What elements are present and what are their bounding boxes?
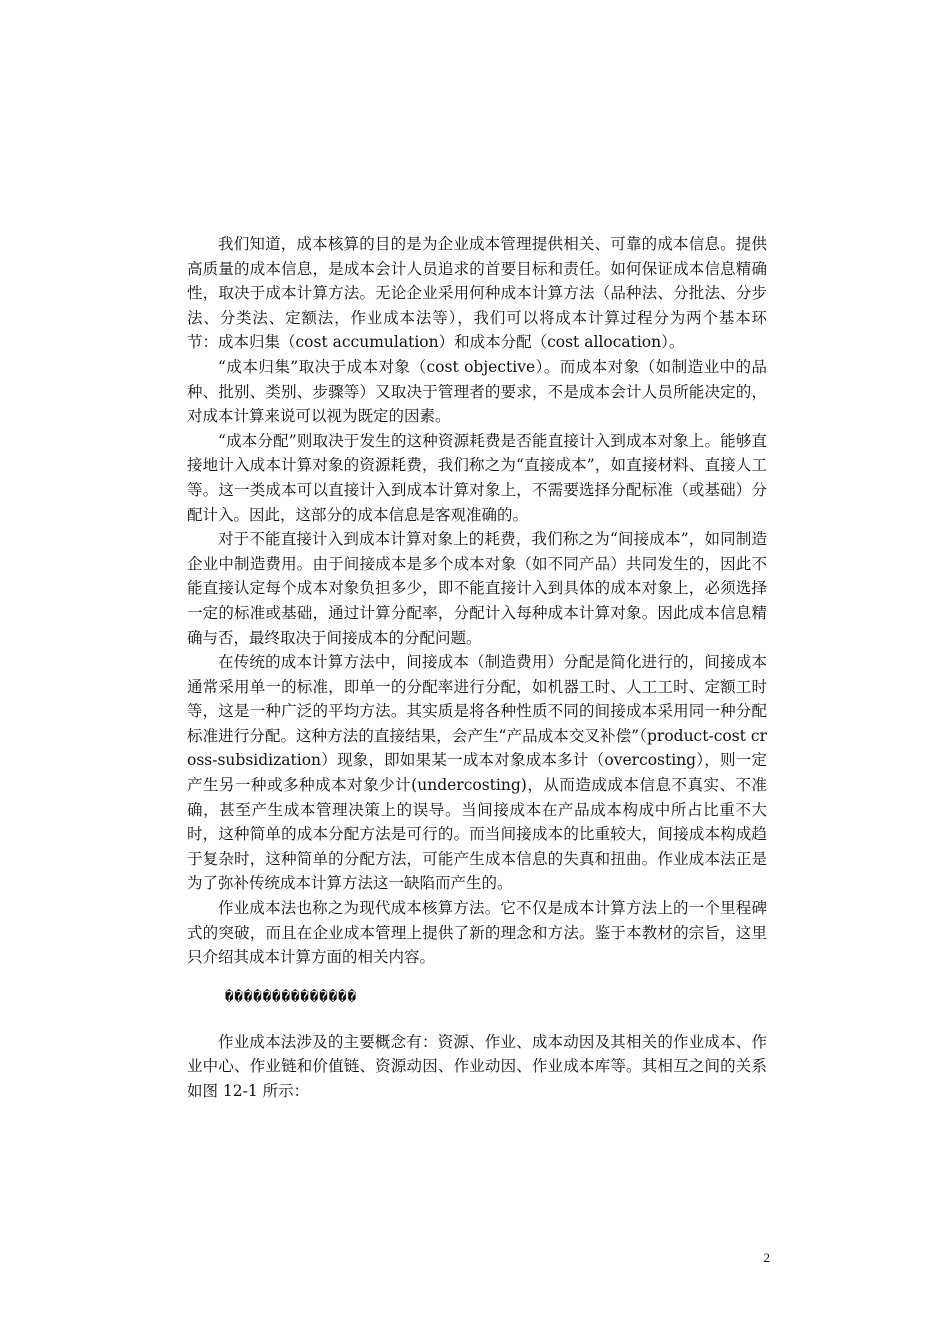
body-text <box>187 232 767 1104</box>
paragraph-cost-allocation: “成本分配”则取决于发生的这种资源耗费是否能直接计入到成本对象上。能够直接地计入成本计算对象的资源耗费，我们称之为“直接成本”，如直接材料、直接人工等。这一类成本可以直接计入到成本计算对象上，不需要选择分配标准（或基础）分配计入。因此，这部分的成本信息是客观准确的。 <box>187 431 767 524</box>
paragraph-activity-based-costing: 作业成本法也称之为现代成本核算方法。它不仅是成本计算方法上的一个里程碑式的突破，而且在企业成本管理上提供了新的理念和方法。鉴于本教材的宗旨，这里只介绍其成本计算方面的相关内容。 <box>187 899 767 967</box>
page-number: 2 <box>763 1250 770 1265</box>
paragraph-cost-info-intro: 我们知道，成本核算的目的是为企业成本管理提供相关、可靠的成本信息。提供高质量的成本信息，是成本会计人员追求的首要目标和责任。如何保证成本信息精确性，取决于成本计算方法。无论企业采用何种成本计算方法（品种法、分批法、分步法、分类法、定额法，作业成本法等），我们可以将成本计算过程分为两个基本环节：成本归集（cost accumulation）和成本分配（cost allocation）。 <box>187 235 767 352</box>
paragraph-indirect-cost: 对于不能直接计入到成本计算对象上的耗费，我们称之为“间接成本”，如同制造企业中制造费用。由于间接成本是多个成本对象（如不同产品）共同发生的，因此不能直接认定每个成本对象负担多少，即不能直接计入到具体的成本对象上，必须选择一定的标准或基础，通过计算分配率，分配计入每种成本计算对象。因此成本信息精确与否，最终取决于间接成本的分配问题。 <box>187 530 767 647</box>
paragraph-main-concepts: 作业成本法涉及的主要概念有：资源、作业、成本动因及其相关的作业成本、作业中心、作业链和价值链、资源动因、作业动因、作业成本库等。其相互之间的关系如图 12-1 所示： <box>187 1032 767 1100</box>
section-heading-garbled: �������������� <box>225 988 358 1005</box>
paragraph-traditional-method: 在传统的成本计算方法中，间接成本（制造费用）分配是简化进行的，间接成本通常采用单一的标准，即单一的分配率进行分配，如机器工时、人工工时、定额工时等，这是一种广泛的平均方法。其实质是将各种性质不同的间接成本采用同一种分配标准进行分配。这种方法的直接结果，会产生“产品成本交叉补偿”（product-cost cross-subsidization）现象，即如果某一成本对象成本多计（overcosting），则一定产生另一种或多种成本对象少计(undercosting)，从而造成成本信息不真实、不准确，甚至产生成本管理决策上的误导。当间接成本在产品成本构成中所占比重不大时，这种简单的成本分配方法是可行的。而当间接成本的比重较大，间接成本构成趋于复杂时，这种简单的分配方法，可能产生成本信息的失真和扭曲。作业成本法正是为了弥补传统成本计算方法这一缺陷而产生的。 <box>187 653 767 893</box>
paragraph-cost-accumulation: “成本归集”取决于成本对象（cost objective）。而成本对象（如制造业中的品种、批别、类别、步骤等）又取决于管理者的要求，不是成本会计人员所能决定的，对成本计算来说可以视为既定的因素。 <box>187 357 767 426</box>
